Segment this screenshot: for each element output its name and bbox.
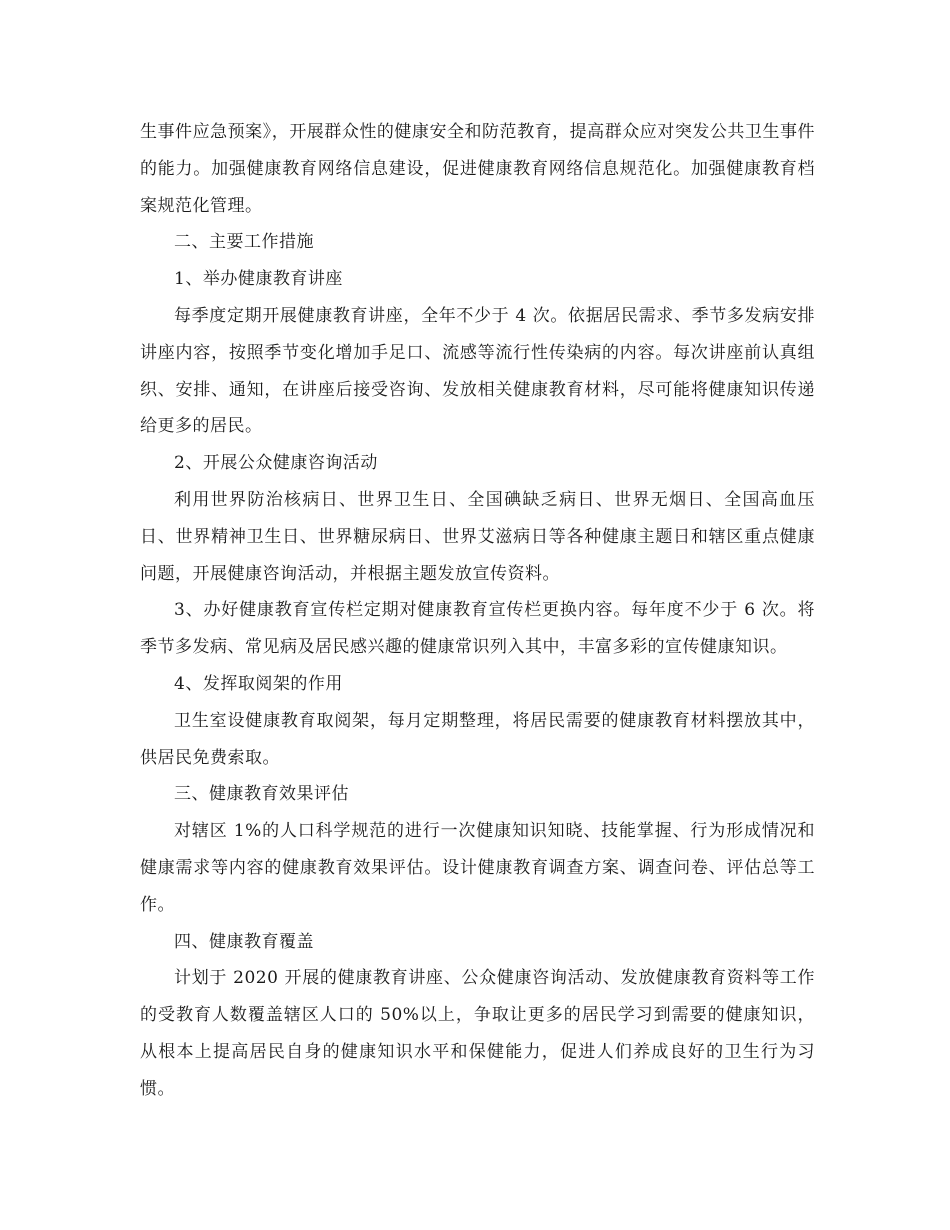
- sub-heading-consultation: 2、开展公众健康咨询活动: [174, 453, 378, 474]
- section-heading-main-measures: 二、主要工作措施: [174, 232, 314, 253]
- paragraph-consultation: 利用世界防治核病日、世界卫生日、全国碘缺乏病日、世界无烟日、全国高血压日、世界精神卫生日、世界糖尿病日、世界艾滋病日等各种健康主题日和辖区重点健康问题，开展健康咨询活动，并根据主题发放宣传资料。: [140, 489, 815, 584]
- sub-heading-reading-rack: 4、发挥取阅架的作用: [174, 673, 343, 694]
- sub-heading-lectures: 1、举办健康教育讲座: [174, 269, 343, 290]
- paragraph-lectures: 每季度定期开展健康教育讲座，全年不少于 4 次。依据居民需求、季节多发病安排讲座内容，按照季节变化增加手足口、流感等流行性传染病的内容。每次讲座前认真组织、安排、通知，在讲座后接受咨询、发放相关健康教育材料，尽可能将健康知识传递给更多的居民。: [140, 305, 815, 437]
- paragraph-coverage: 计划于 2020 开展的健康教育讲座、公众健康咨询活动、发放健康教育资料等工作的受教育人数覆盖辖区人口的 50%以上，争取让更多的居民学习到需要的健康知识，从根本上提高居民自身的健康知识水平和保健能力，促进人们养成良好的卫生行为习惯。: [140, 968, 815, 1099]
- paragraph-evaluation: 对辖区 1%的人口科学规范的进行一次健康知识知晓、技能掌握、行为形成情况和健康需求等内容的健康教育效果评估。设计健康教育调查方案、调查问卷、评估总等工作。: [140, 821, 815, 915]
- section-heading-coverage: 四、健康教育覆盖: [174, 931, 314, 952]
- section-heading-evaluation: 三、健康教育效果评估: [174, 784, 349, 805]
- paragraph-bulletin-board: 3、办好健康教育宣传栏定期对健康教育宣传栏更换内容。每年度不少于 6 次。将季节多发病、常见病及居民感兴趣的健康常识列入其中，丰富多彩的宣传健康知识。: [140, 600, 815, 658]
- document-body: [140, 114, 815, 1108]
- paragraph-continued-intro: 生事件应急预案》，开展群众性的健康安全和防范教育，提高群众应对突发公共卫生事件的能力。加强健康教育网络信息建设，促进健康教育网络信息规范化。加强健康教育档案规范化管理。: [140, 122, 815, 216]
- paragraph-reading-rack: 卫生室设健康教育取阅架，每月定期整理，将居民需要的健康教育材料摆放其中，供居民免费索取。: [140, 710, 815, 768]
